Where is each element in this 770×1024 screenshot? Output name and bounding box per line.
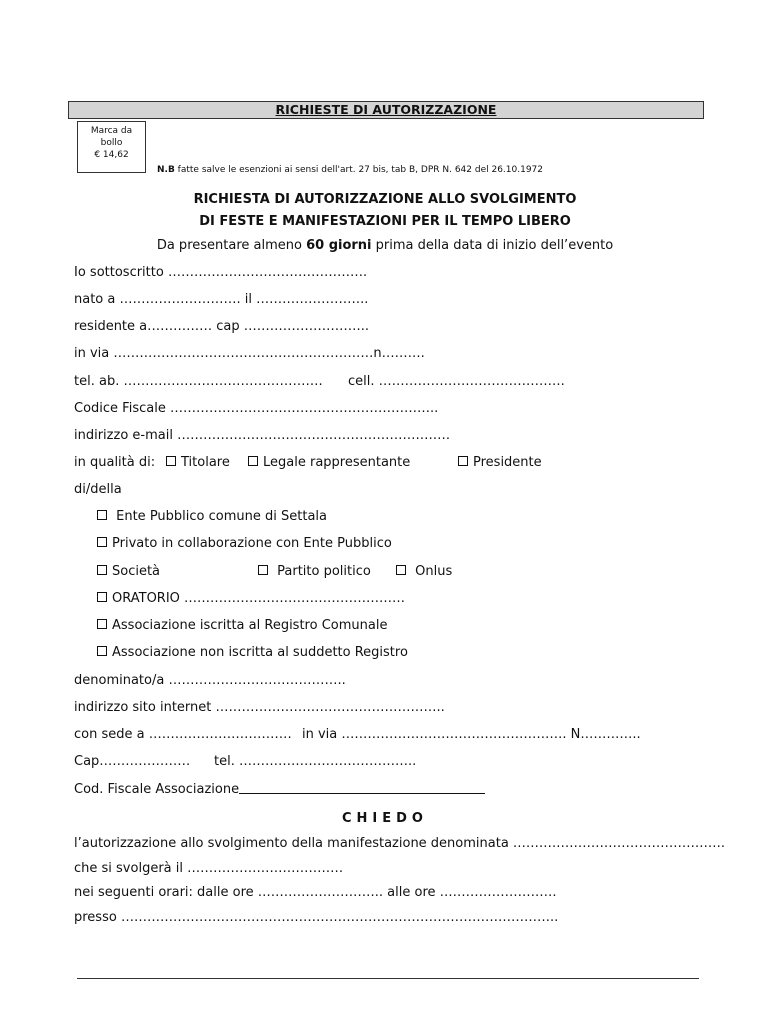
didella-label: di/della bbox=[74, 482, 122, 497]
bottom-divider bbox=[77, 978, 699, 979]
oratorio-label: ORATORIO …………………………………………… bbox=[112, 591, 406, 606]
field-sede[interactable]: con sede a …………………………… bbox=[74, 727, 292, 742]
option-legale-rappresentante[interactable] bbox=[248, 455, 410, 471]
partito-label: Partito politico bbox=[273, 564, 371, 579]
subtitle-deadline: 60 giorni bbox=[306, 238, 372, 253]
option-onlus[interactable] bbox=[396, 564, 452, 580]
legale-label: Legale rappresentante bbox=[263, 455, 411, 470]
field-sottoscritto[interactable]: Io sottoscritto ………………………………………. bbox=[74, 265, 368, 280]
field-autorizzazione[interactable]: l’autorizzazione allo svolgimento della manifestazione denominata …………………………………………. bbox=[74, 836, 726, 851]
field-tel[interactable]: tel. ab. ………………………………………. bbox=[74, 374, 323, 389]
checkbox-legale-rappresentante[interactable] bbox=[248, 456, 258, 466]
societa-label: Società bbox=[112, 564, 161, 579]
field-via[interactable]: in via ……………………………………………………n………. bbox=[74, 346, 425, 361]
field-residente[interactable]: residente a…………… cap ……………………….. bbox=[74, 319, 370, 334]
checkbox-partito-politico[interactable] bbox=[258, 565, 268, 575]
option-oratorio[interactable] bbox=[97, 591, 405, 607]
form-subtitle bbox=[0, 238, 770, 253]
revenue-stamp-box bbox=[77, 121, 146, 173]
option-ente-pubblico[interactable] bbox=[97, 509, 327, 525]
field-cell[interactable]: cell. ……………………………………. bbox=[348, 374, 565, 389]
stamp-line-3: € 14,62 bbox=[94, 150, 129, 160]
exemption-note bbox=[157, 165, 543, 175]
option-titolare[interactable] bbox=[166, 455, 230, 471]
cod-fiscale-label: Cod. Fiscale Associazione bbox=[74, 782, 240, 797]
associazione-iscritta-label: Associazione iscritta al Registro Comunale bbox=[112, 618, 388, 633]
option-presidente[interactable] bbox=[458, 455, 542, 471]
field-cod-fiscale-associazione[interactable] bbox=[74, 781, 485, 798]
subtitle-before: Da presentare almeno bbox=[156, 238, 307, 253]
checkbox-oratorio[interactable] bbox=[97, 592, 107, 602]
field-assoc-tel[interactable]: tel. ………………………………….. bbox=[214, 754, 417, 769]
privato-label: Privato in collaborazione con Ente Pubblico bbox=[112, 536, 392, 551]
checkbox-onlus[interactable] bbox=[396, 565, 406, 575]
onlus-label: Onlus bbox=[411, 564, 453, 579]
checkbox-associazione-iscritta[interactable] bbox=[97, 619, 107, 629]
checkbox-associazione-non-iscritta[interactable] bbox=[97, 646, 107, 656]
form-header-bar bbox=[68, 101, 704, 119]
field-sede-via[interactable]: in via ……………………………………………. N………….. bbox=[302, 727, 641, 742]
field-denominato[interactable]: denominato/a ………………………………….. bbox=[74, 673, 346, 688]
field-orari[interactable]: nei seguenti orari: dalle ore ……………………….. alle ore ……………………… bbox=[74, 885, 557, 900]
stamp-line-2: bollo bbox=[100, 138, 123, 148]
field-nato-a[interactable]: nato a ………………………. il …………………….. bbox=[74, 292, 369, 307]
chiedo-heading: CHIEDO bbox=[342, 811, 428, 826]
form-title-line-1: RICHIESTA DI AUTORIZZAZIONE ALLO SVOLGIMENTO bbox=[193, 192, 577, 207]
checkbox-privato[interactable] bbox=[97, 537, 107, 547]
associazione-non-iscritta-label: Associazione non iscritta al suddetto Registro bbox=[112, 645, 408, 660]
presidente-label: Presidente bbox=[473, 455, 542, 470]
checkbox-societa[interactable] bbox=[97, 565, 107, 575]
titolare-label: Titolare bbox=[181, 455, 230, 470]
qualita-label: in qualità di: bbox=[74, 455, 156, 470]
note-prefix: N.B bbox=[157, 165, 175, 175]
option-partito-politico[interactable] bbox=[258, 564, 371, 580]
option-societa[interactable] bbox=[97, 564, 160, 580]
checkbox-ente-pubblico[interactable] bbox=[97, 510, 107, 520]
note-text: fatte salve le esenzioni ai sensi dell'art. 27 bis, tab B, DPR N. 642 del 26.10.1972 bbox=[174, 165, 544, 175]
field-sito-internet[interactable]: indirizzo sito internet …………………………………………….. bbox=[74, 700, 445, 715]
checkbox-presidente[interactable] bbox=[458, 456, 468, 466]
checkbox-titolare[interactable] bbox=[166, 456, 176, 466]
field-svolgera[interactable]: che si svolgerà il ……………………………… bbox=[74, 861, 344, 876]
field-cap[interactable]: Cap………………… bbox=[74, 754, 191, 769]
option-associazione-non-iscritta[interactable] bbox=[97, 645, 408, 661]
option-associazione-iscritta[interactable] bbox=[97, 618, 387, 634]
form-title-line-2: DI FESTE E MANIFESTAZIONI PER IL TEMPO LIBERO bbox=[199, 214, 571, 229]
ente-pubblico-label: Ente Pubblico comune di Settala bbox=[112, 509, 327, 524]
subtitle-after: prima della data di inizio dell’evento bbox=[371, 238, 614, 253]
field-email[interactable]: indirizzo e-mail ……………………………………………………… bbox=[74, 428, 451, 443]
stamp-line-1: Marca da bbox=[90, 126, 133, 136]
cod-fiscale-underline[interactable] bbox=[239, 781, 485, 794]
field-codice-fiscale[interactable]: Codice Fiscale …………………………………………………….. bbox=[74, 401, 439, 416]
form-header-title: RICHIESTE DI AUTORIZZAZIONE bbox=[275, 102, 497, 117]
field-presso[interactable]: presso ……………………………………………………………………………………….. bbox=[74, 910, 559, 925]
option-privato[interactable] bbox=[97, 536, 392, 552]
